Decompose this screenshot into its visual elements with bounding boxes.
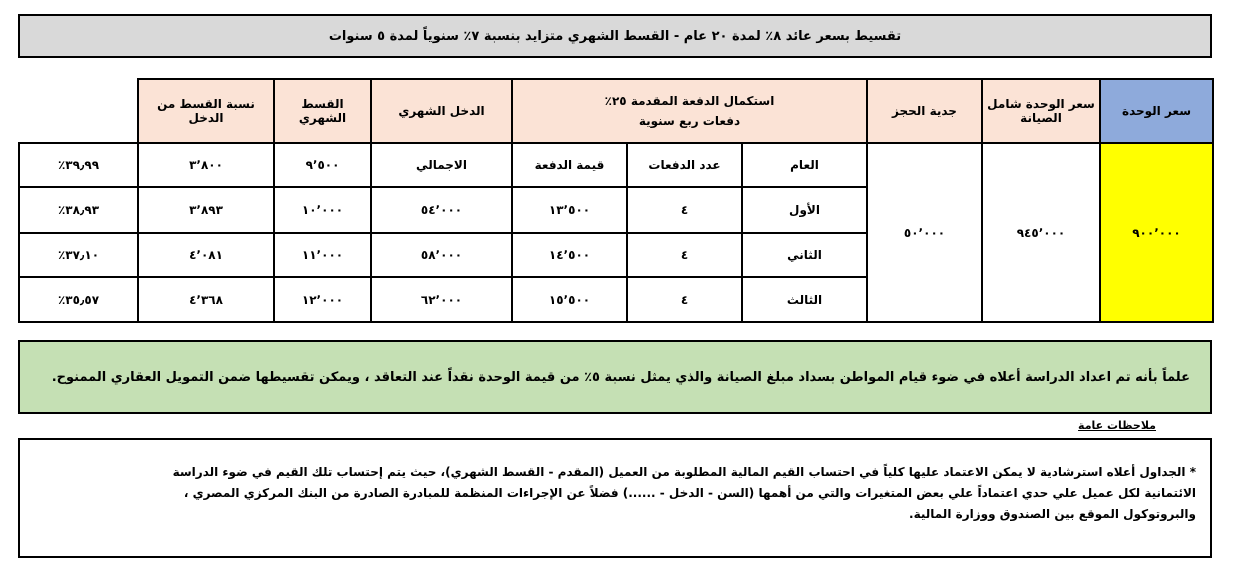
payment-value-cell: ١٣٬٥٠٠ (512, 187, 627, 233)
note-line: الائتمانية لكل عميل علي حدي اعتماداً علي بعض المتغيرات والتي من أهمها (السن - الدخل - ......) فضلاً عن الإجراءات المنظمة للمبادرة الصادرة من البنك المركزي المصري ، (183, 486, 1196, 500)
year-cell: الأول (742, 187, 867, 233)
year-cell: الثاني (742, 233, 867, 277)
header-quarterly-payments: دفعات ربع سنوية (638, 114, 741, 128)
monthly-installment-cell: ٤٬٣٦٨ (138, 277, 274, 322)
installment-ratio-cell: ٣٨٫٩٣٪ (19, 187, 138, 233)
monthly-income-cell: ١٠٬٠٠٠ (274, 187, 371, 233)
subheader-year: العام (742, 143, 867, 187)
payment-value-cell: ١٥٬٥٠٠ (512, 277, 627, 322)
installment-ratio-cell: ٣٧٫١٠٪ (19, 233, 138, 277)
installment-ratio-cell: ٣٥٫٥٧٪ (19, 277, 138, 322)
payments-count-cell: ٤ (627, 277, 742, 322)
header-monthly-installment: القسط الشهري (274, 79, 371, 143)
header-row (19, 79, 1213, 143)
booking-deposit-value: ٥٠٬٠٠٠ (867, 143, 982, 322)
header-down-payment-completion: استكمال الدفعة المقدمة ٢٥٪ (604, 94, 775, 108)
monthly-income-cell: ١٢٬٠٠٠ (274, 277, 371, 322)
subheader-total: الاجمالي (371, 143, 512, 187)
header-down-payment (512, 79, 867, 143)
general-notes-label: ملاحظات عامة (1078, 419, 1156, 432)
page-title: تقسيط بسعر عائد ٨٪ لمدة ٢٠ عام - القسط الشهري متزايد بنسبة ٧٪ سنوياً لمدة ٥ سنوات (18, 14, 1212, 58)
total-cell: ٦٢٬٠٠٠ (371, 277, 512, 322)
subheader-payment-value: قيمة الدفعة (512, 143, 627, 187)
year-cell: الثالث (742, 277, 867, 322)
payments-count-cell: ٤ (627, 187, 742, 233)
installment-ratio-value: ٣٩٫٩٩٪ (19, 143, 138, 187)
header-booking-deposit: جدية الحجز (867, 79, 982, 143)
monthly-installment-value: ٣٬٨٠٠ (138, 143, 274, 187)
header-monthly-income: الدخل الشهري (371, 79, 512, 143)
installment-table (18, 78, 1214, 323)
monthly-installment-cell: ٣٬٨٩٣ (138, 187, 274, 233)
general-notes-box (18, 438, 1212, 558)
table-row (19, 143, 1213, 187)
payment-value-cell: ١٤٬٥٠٠ (512, 233, 627, 277)
maintenance-note: علماً بأنه تم اعداد الدراسة أعلاه في ضوء قيام المواطن بسداد مبلغ الصيانة والذي يمثل نسبة ٥٪ من قيمة الوحدة نقداً عند التعاقد ، ويمكن تقسيطها ضمن التمويل العقاري الممنوح. (18, 340, 1212, 414)
total-cell: ٥٨٬٠٠٠ (371, 233, 512, 277)
header-unit-price-with-maintenance: سعر الوحدة شامل الصيانة (982, 79, 1100, 143)
payments-count-cell: ٤ (627, 233, 742, 277)
unit-price-with-maintenance-value: ٩٤٥٬٠٠٠ (982, 143, 1100, 322)
header-unit-price: سعر الوحدة (1100, 79, 1213, 143)
subheader-payments-count: عدد الدفعات (627, 143, 742, 187)
note-line: * الجداول أعلاه استرشادية لا يمكن الاعتماد عليها كلياً في احتساب القيم المالية المطلوبة من العميل (المقدم - القسط الشهري)، حيث يتم إحتساب تلك القيم في ضوء الدراسة (172, 465, 1196, 479)
total-cell: ٥٤٬٠٠٠ (371, 187, 512, 233)
monthly-installment-cell: ٤٬٠٨١ (138, 233, 274, 277)
header-installment-ratio: نسبة القسط من الدخل (138, 79, 274, 143)
unit-price-value: ٩٠٠٬٠٠٠ (1100, 143, 1213, 322)
monthly-income-cell: ١١٬٠٠٠ (274, 233, 371, 277)
note-line: والبروتوكول الموقع بين الصندوق ووزارة المالية. (909, 507, 1196, 521)
monthly-income-value: ٩٬٥٠٠ (274, 143, 371, 187)
